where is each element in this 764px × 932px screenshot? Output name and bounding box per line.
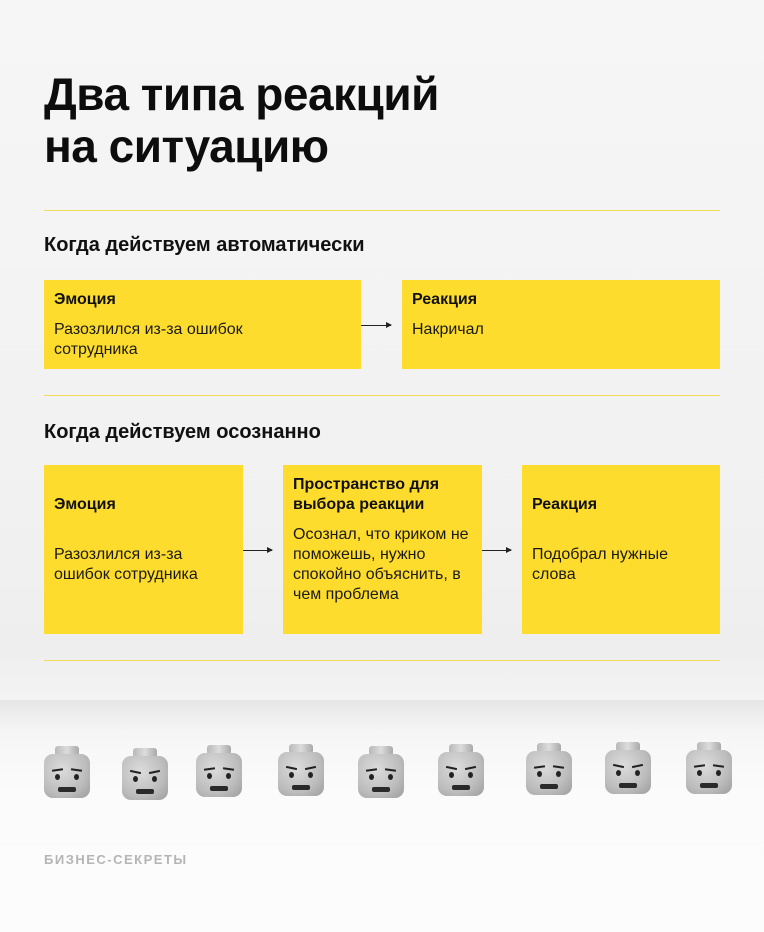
arrow-right-icon [482, 550, 511, 551]
lego-head-icon [686, 742, 732, 794]
section-heading-automatic: Когда действуем автоматически [44, 234, 365, 256]
lego-head-icon [196, 745, 242, 797]
auto-reaction-box [402, 280, 720, 369]
section-heading-mindful: Когда действуем осознанно [44, 421, 321, 443]
mindful-reaction-label: Реакция [532, 496, 598, 513]
mindful-reaction-text: Подобрал нужные слова [532, 546, 668, 583]
arrow-right-icon [361, 325, 391, 326]
lego-head-icon [122, 748, 168, 800]
mindful-space-box [283, 465, 482, 634]
auto-emotion-text: Разозлился из-за ошибок сотрудника [54, 321, 243, 358]
title-line-2: на ситуацию [44, 120, 329, 172]
mindful-space-text: Осознал, что криком не поможешь, нужно спокойно объяснить, в чем проблема [293, 526, 469, 603]
lego-head-icon [44, 746, 90, 798]
divider-middle [44, 395, 720, 396]
divider-bottom [44, 660, 720, 661]
brand-logo: БИЗНЕС-СЕКРЕТЫ [44, 852, 188, 867]
divider-top [44, 210, 720, 211]
photo-backdrop [0, 700, 764, 932]
mindful-emotion-box [44, 465, 243, 634]
lego-head-icon [358, 746, 404, 798]
title-line-1: Два типа реакций [44, 68, 439, 120]
lego-head-icon [605, 742, 651, 794]
auto-reaction-label: Реакция [412, 291, 478, 308]
lego-head-icon [438, 744, 484, 796]
auto-reaction-text: Накричал [412, 321, 484, 338]
arrow-right-icon [243, 550, 272, 551]
auto-emotion-label: Эмоция [54, 291, 116, 308]
lego-head-icon [526, 743, 572, 795]
page-title [44, 68, 684, 172]
mindful-emotion-text: Разозлился из-за ошибок сотрудника [54, 546, 198, 583]
lego-head-icon [278, 744, 324, 796]
auto-emotion-box [44, 280, 361, 369]
mindful-emotion-label: Эмоция [54, 496, 116, 513]
mindful-space-label: Пространство для выбора реакции [293, 476, 440, 513]
mindful-reaction-box [522, 465, 720, 634]
